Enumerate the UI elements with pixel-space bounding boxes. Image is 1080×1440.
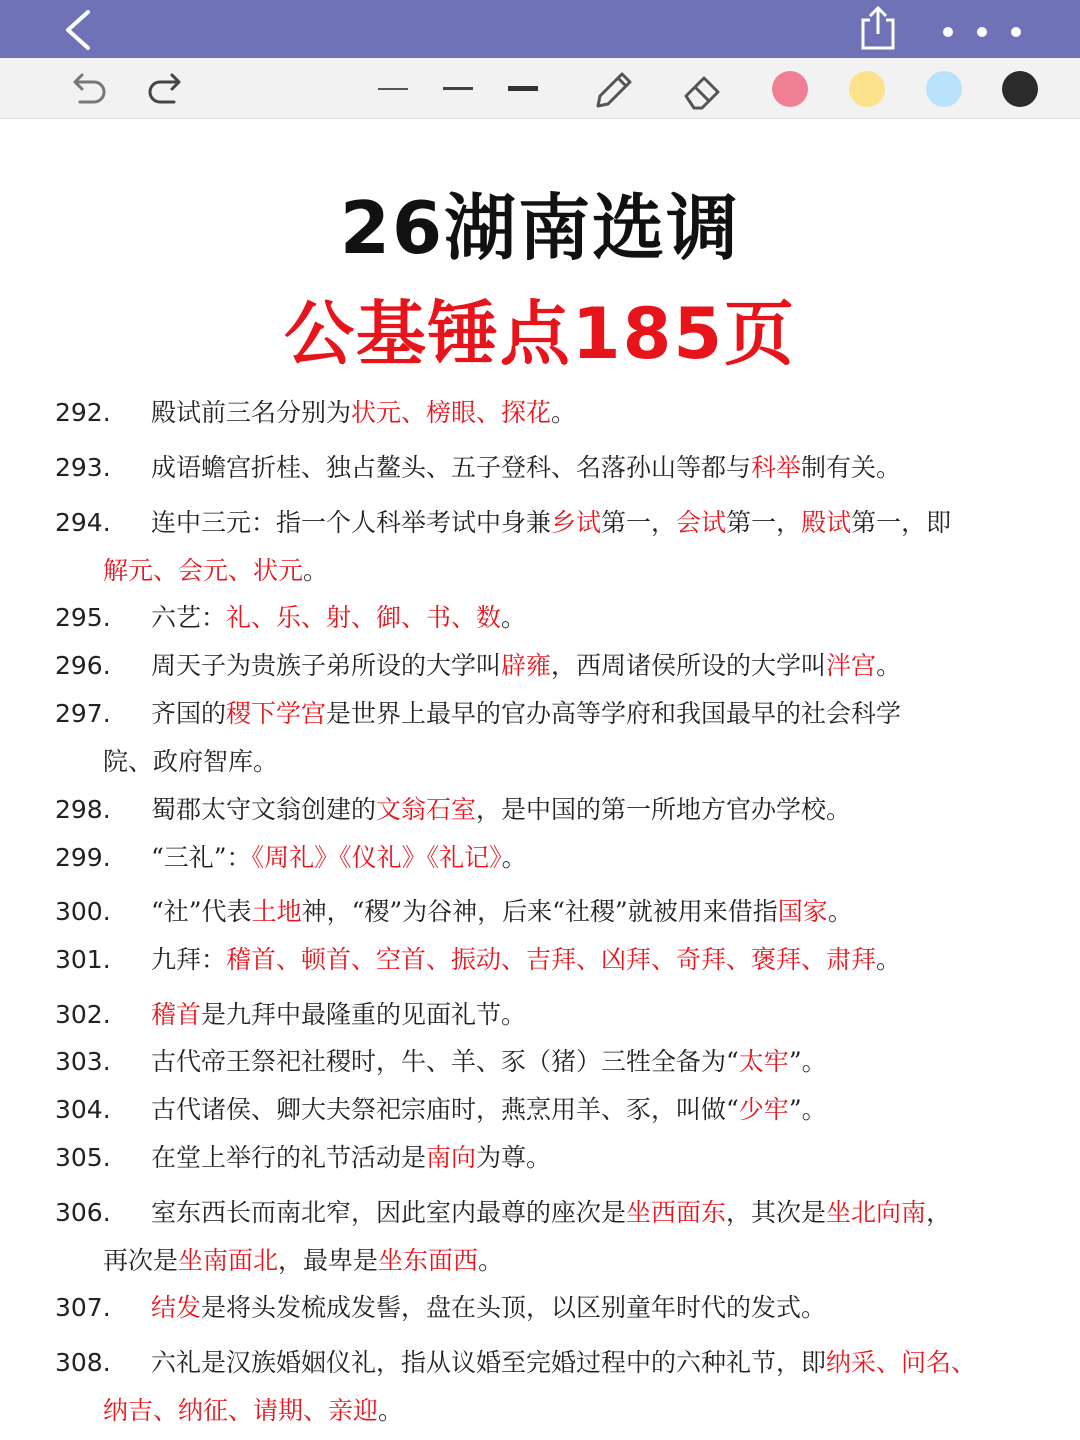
item-text: 。 [501, 603, 527, 632]
item-line [55, 594, 1045, 642]
highlight-text: 少牢 [738, 1095, 789, 1124]
medium-line-icon[interactable] [443, 87, 473, 90]
item-text: 六艺： [151, 603, 227, 632]
item-text: 周天子为贵族子弟所设的大学叫 [151, 651, 502, 680]
item-number: 300. [55, 897, 111, 926]
highlight-text: 南向 [426, 1143, 477, 1172]
highlight-text: 纳吉、纳征、请期、亲迎 [103, 1396, 379, 1425]
item-text: 是世界上最早的官办高等学府和我国最早的社会科学 [326, 699, 902, 728]
item-text: 六礼是汉族婚姻仪礼，指从议婚至完婚过程中的六种礼节，即 [151, 1348, 827, 1377]
item-text: 古代帝王祭祀社稷时，牛、羊、豕（猪）三牲全备为“ [151, 1047, 739, 1076]
item-text: 室东西长而南北窄，因此室内最尊的座次是 [151, 1198, 627, 1227]
list-item [55, 1189, 1045, 1285]
item-line [55, 444, 1045, 492]
item-continuation [55, 738, 1045, 786]
item-line [55, 834, 1045, 882]
highlight-text: 科举 [751, 453, 802, 482]
item-line [55, 642, 1045, 690]
item-text: 。 [378, 1396, 404, 1425]
item-text: 九拜： [151, 945, 227, 974]
document-title: 26湖南选调 [339, 186, 741, 270]
item-text: 在堂上举行的礼节活动是 [151, 1143, 427, 1172]
highlight-text: 纳采、问名、 [826, 1348, 977, 1377]
item-text: ，是中国的第一所地方官办学校。 [476, 795, 852, 824]
list-item [55, 786, 1045, 834]
highlight-text: 《周礼》《仪礼》《礼记》 [251, 843, 502, 872]
list-item [55, 1086, 1045, 1134]
item-number: 301. [55, 945, 111, 974]
document-subtitle: 公基锤点185页 [283, 293, 797, 375]
item-number: 297. [55, 699, 111, 728]
item-text: 连中三元：指一个人科举考试中身兼 [151, 508, 552, 537]
item-line [55, 1339, 1045, 1387]
highlight-text: 稷下学宫 [226, 699, 327, 728]
item-continuation [55, 547, 1045, 595]
item-text: 为尊。 [476, 1143, 552, 1172]
list-item [55, 1284, 1045, 1332]
list-item [55, 888, 1045, 936]
item-text: 第一， [726, 508, 802, 537]
list-item [55, 594, 1045, 642]
list-item [55, 991, 1045, 1039]
item-text: 神，“稷”为谷神，后来“社稷”就被用来借指 [301, 897, 778, 926]
item-number: 302. [55, 1000, 111, 1029]
item-number: 292. [55, 398, 111, 427]
undo-icon[interactable] [68, 70, 108, 108]
blue-color-swatch[interactable] [926, 71, 962, 107]
highlight-text: 土地 [251, 897, 302, 926]
item-number: 303. [55, 1047, 111, 1076]
item-text: 再次是 [103, 1246, 179, 1275]
item-line [55, 1038, 1045, 1086]
item-line [55, 1284, 1045, 1332]
item-number: 293. [55, 453, 111, 482]
item-number: 294. [55, 508, 111, 537]
item-number: 305. [55, 1143, 111, 1172]
item-text: 是将头发梳成发髻，盘在头顶，以区别童年时代的发式。 [201, 1293, 827, 1322]
highlight-text: 稽首、顿首、空首、振动、吉拜、凶拜、奇拜、褒拜、肃拜 [226, 945, 877, 974]
list-item [55, 642, 1045, 690]
item-text: ”。 [788, 1095, 827, 1124]
black-color-swatch[interactable] [1002, 71, 1038, 107]
highlight-text: 坐北向南 [826, 1198, 927, 1227]
highlight-text: 坐东面西 [378, 1246, 479, 1275]
highlight-text: 泮宫 [826, 651, 877, 680]
list-item [55, 444, 1045, 492]
highlight-text: 坐西面东 [626, 1198, 727, 1227]
pink-color-swatch[interactable] [772, 71, 808, 107]
item-number: 295. [55, 603, 111, 632]
item-text: ，最卑是 [278, 1246, 379, 1275]
highlight-text: 文翁石室 [376, 795, 477, 824]
item-text: 。 [478, 1246, 504, 1275]
item-text: 成语蟾宫折桂、独占鳌头、五子登科、名落孙山等都与 [151, 453, 752, 482]
more-icon[interactable] [938, 22, 1028, 42]
item-number: 298. [55, 795, 111, 824]
item-line [55, 1189, 1045, 1237]
item-line [55, 499, 1045, 547]
list-item [55, 936, 1045, 984]
highlight-text: 坐南面北 [178, 1246, 279, 1275]
item-text: ”。 [788, 1047, 827, 1076]
highlight-text: 解元、会元、状元 [103, 556, 304, 585]
item-continuation [55, 1237, 1045, 1285]
item-text: 第一， [601, 508, 677, 537]
item-text: 。 [876, 651, 902, 680]
item-text: ，西周诸侯所设的大学叫 [551, 651, 827, 680]
item-number: 299. [55, 843, 111, 872]
list-item [55, 1038, 1045, 1086]
highlight-text: 乡试 [551, 508, 602, 537]
item-continuation [55, 1387, 1045, 1435]
highlight-text: 辟雍 [501, 651, 552, 680]
item-text: 院、政府智库。 [103, 747, 279, 776]
highlight-text: 稽首 [151, 1000, 202, 1029]
item-text: 齐国的 [151, 699, 227, 728]
item-text: “三礼”： [151, 843, 252, 872]
top-nav-bar [0, 0, 1080, 58]
item-number: 307. [55, 1293, 111, 1322]
item-text: ，其次是 [726, 1198, 827, 1227]
pen-icon[interactable] [590, 68, 636, 114]
item-line [55, 1134, 1045, 1182]
list-item [55, 1339, 1045, 1435]
item-number: 296. [55, 651, 111, 680]
item-text: 。 [303, 556, 329, 585]
item-line [55, 1086, 1045, 1134]
item-line [55, 888, 1045, 936]
highlight-text: 礼、乐、射、御、书、数 [226, 603, 502, 632]
back-icon[interactable] [58, 8, 98, 52]
list-item [55, 1134, 1045, 1182]
share-icon[interactable] [858, 4, 898, 52]
item-number: 304. [55, 1095, 111, 1124]
redo-icon[interactable] [146, 70, 186, 108]
item-line [55, 786, 1045, 834]
item-text: 蜀郡太守文翁创建的 [151, 795, 377, 824]
list-item [55, 389, 1045, 437]
eraser-icon[interactable] [680, 68, 726, 114]
item-text: 。 [501, 843, 527, 872]
item-number: 306. [55, 1198, 111, 1227]
item-text: 。 [827, 897, 853, 926]
highlight-text: 状元、榜眼、探花 [351, 398, 552, 427]
item-text: 第一，即 [851, 508, 952, 537]
highlight-text: 国家 [777, 897, 828, 926]
item-line [55, 991, 1045, 1039]
list-item [55, 834, 1045, 882]
item-line [55, 690, 1045, 738]
thick-line-icon[interactable] [508, 86, 538, 91]
list-item [55, 690, 1045, 786]
item-text: 古代诸侯、卿大夫祭祀宗庙时，燕烹用羊、豕，叫做“ [151, 1095, 739, 1124]
highlight-text: 会试 [676, 508, 727, 537]
item-number: 308. [55, 1348, 111, 1377]
item-text: 。 [876, 945, 902, 974]
item-line [55, 389, 1045, 437]
item-text: ， [926, 1198, 952, 1227]
item-line [55, 936, 1045, 984]
list-item [55, 499, 1045, 595]
item-text: 。 [551, 398, 577, 427]
item-text: 殿试前三名分别为 [151, 398, 352, 427]
highlight-text: 殿试 [801, 508, 852, 537]
yellow-color-swatch[interactable] [849, 71, 885, 107]
highlight-text: 太牢 [738, 1047, 789, 1076]
thin-line-icon[interactable] [378, 88, 408, 90]
item-text: 是九拜中最隆重的见面礼节。 [201, 1000, 527, 1029]
item-text: “社”代表 [151, 897, 252, 926]
highlight-text: 结发 [151, 1293, 202, 1322]
item-text: 制有关。 [801, 453, 902, 482]
